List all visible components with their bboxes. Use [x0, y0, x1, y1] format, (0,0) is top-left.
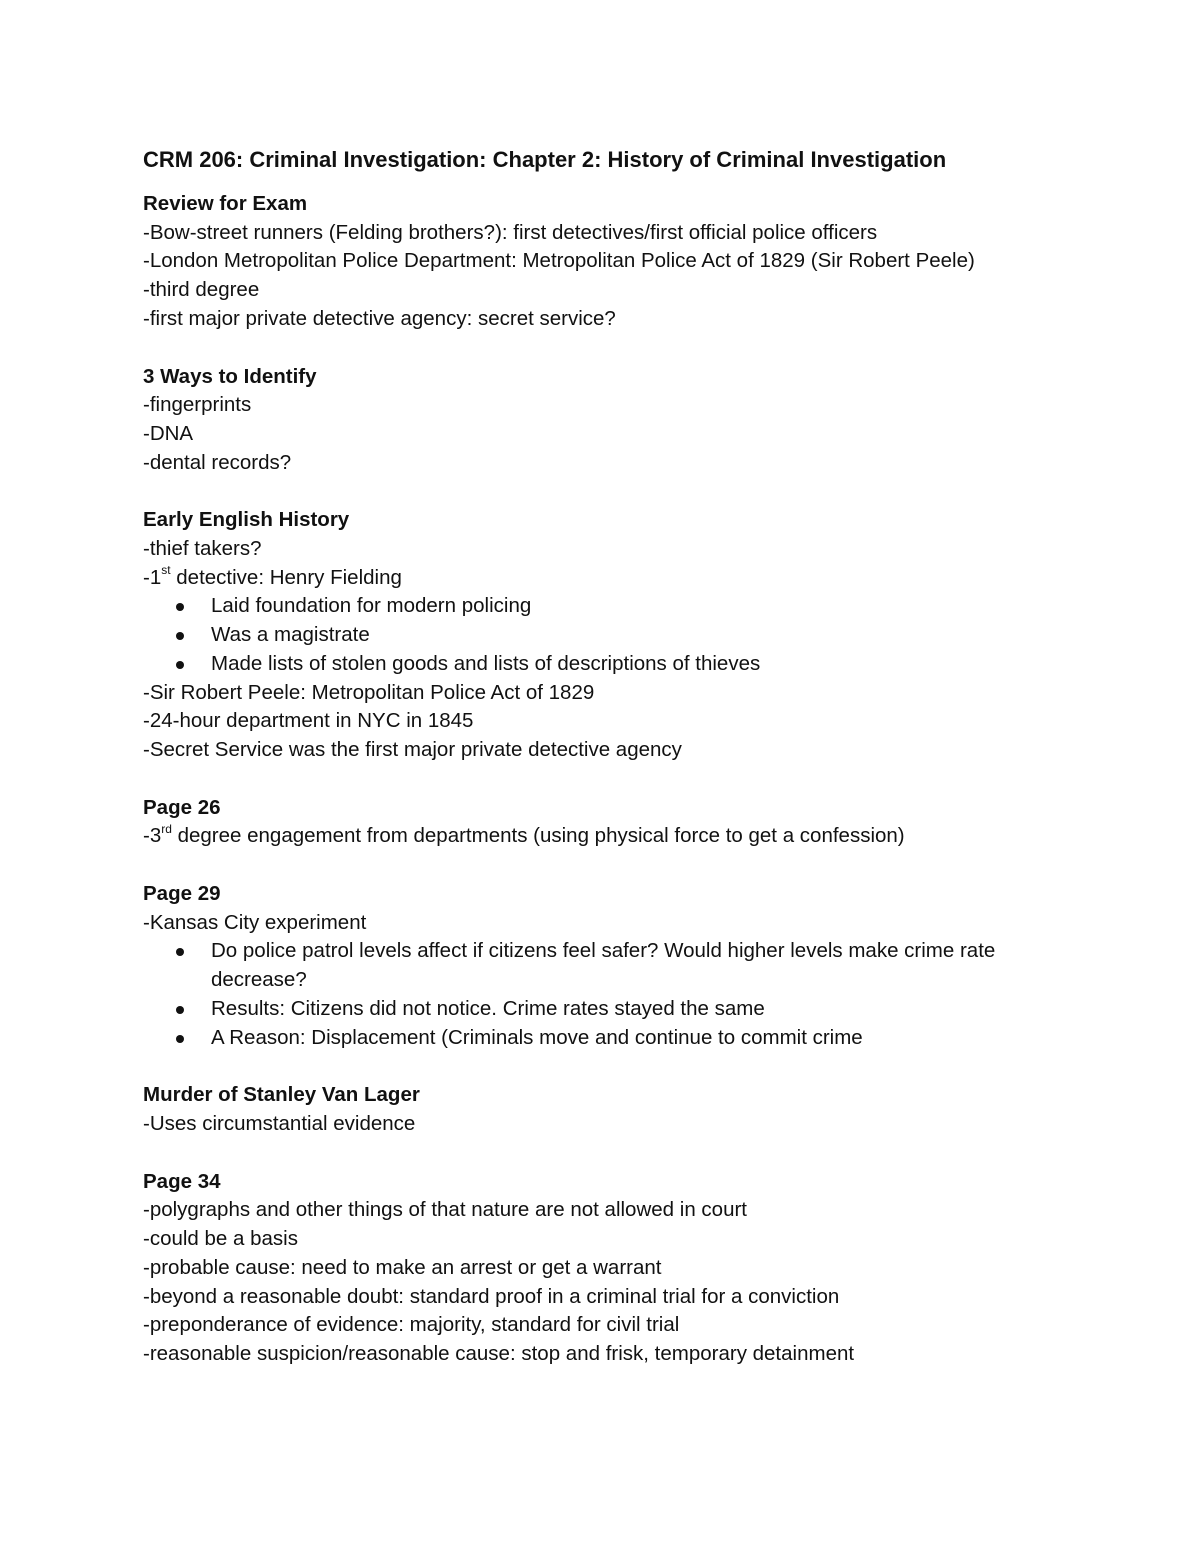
bullet-list	[143, 937, 1083, 1052]
section-heading: Early English History	[143, 508, 350, 532]
section-murder	[143, 1081, 1083, 1138]
bullet-list	[143, 592, 1083, 678]
text-line: -polygraphs and other things of that nature are not allowed in court	[143, 1198, 747, 1222]
document-page	[143, 144, 1083, 1398]
bullet-item: Results: Citizens did not notice. Crime rates stayed the same	[143, 995, 1083, 1024]
bullet-item: Made lists of stolen goods and lists of descriptions of thieves	[143, 650, 1083, 679]
section-heading: Page 26	[143, 795, 221, 819]
superscript: rd	[161, 821, 172, 836]
text-line: -24-hour department in NYC in 1845	[143, 709, 474, 733]
text-run: detective: Henry Fielding	[170, 565, 402, 589]
bullet-item: Do police patrol levels affect if citizens feel safer? Would higher levels make crime rate decrease?	[143, 937, 1083, 994]
text-line: -Uses circumstantial evidence	[143, 1111, 416, 1135]
text-line: -third degree	[143, 278, 260, 302]
section-heading: 3 Ways to Identify	[143, 364, 317, 388]
text-run: -1	[143, 565, 162, 589]
text-line: -could be a basis	[143, 1227, 298, 1251]
section-page-26	[143, 794, 1083, 851]
text-line: -London Metropolitan Police Department: Metropolitan Police Act of 1829 (Sir Robert Peele)	[143, 249, 975, 273]
text-line: -Kansas City experiment	[143, 910, 367, 934]
text-line: -fingerprints	[143, 393, 252, 417]
section-review	[143, 190, 1083, 334]
superscript: st	[161, 562, 171, 577]
section-identify	[143, 363, 1083, 478]
section-early-english-history	[143, 506, 1083, 764]
text-line: -first major private detective agency: secret service?	[143, 306, 616, 330]
text-line: -preponderance of evidence: majority, standard for civil trial	[143, 1313, 680, 1337]
text-run: -3	[143, 824, 162, 848]
document-title: CRM 206: Criminal Investigation: Chapter 2: History of Criminal Investigation	[143, 147, 947, 172]
text-line: -DNA	[143, 421, 194, 445]
section-page-29	[143, 880, 1083, 1052]
bullet-item: Was a magistrate	[143, 621, 1083, 650]
text-line: -thief takers?	[143, 537, 262, 561]
section-heading: Murder of Stanley Van Lager	[143, 1083, 420, 1107]
text-run: degree engagement from departments (using physical force to get a confession)	[171, 824, 905, 848]
section-heading: Review for Exam	[143, 192, 308, 215]
text-line: -Bow-street runners (Felding brothers?): first detectives/first official police officers	[143, 220, 878, 244]
text-line: -Secret Service was the first major private detective agency	[143, 737, 682, 761]
text-line	[143, 822, 1083, 851]
section-heading: Page 34	[143, 1169, 221, 1193]
text-line: -beyond a reasonable doubt: standard proof in a criminal trial for a conviction	[143, 1284, 840, 1308]
text-line	[143, 564, 1083, 593]
text-line: -reasonable suspicion/reasonable cause: stop and frisk, temporary detainment	[143, 1341, 855, 1365]
text-line: -probable cause: need to make an arrest or get a warrant	[143, 1255, 662, 1279]
section-page-34	[143, 1168, 1083, 1369]
text-line: -dental records?	[143, 450, 292, 474]
section-heading: Page 29	[143, 882, 221, 906]
bullet-item: A Reason: Displacement (Criminals move and continue to commit crime	[143, 1024, 1083, 1053]
bullet-item: Laid foundation for modern policing	[143, 592, 1083, 621]
text-line: -Sir Robert Peele: Metropolitan Police Act of 1829	[143, 680, 595, 704]
